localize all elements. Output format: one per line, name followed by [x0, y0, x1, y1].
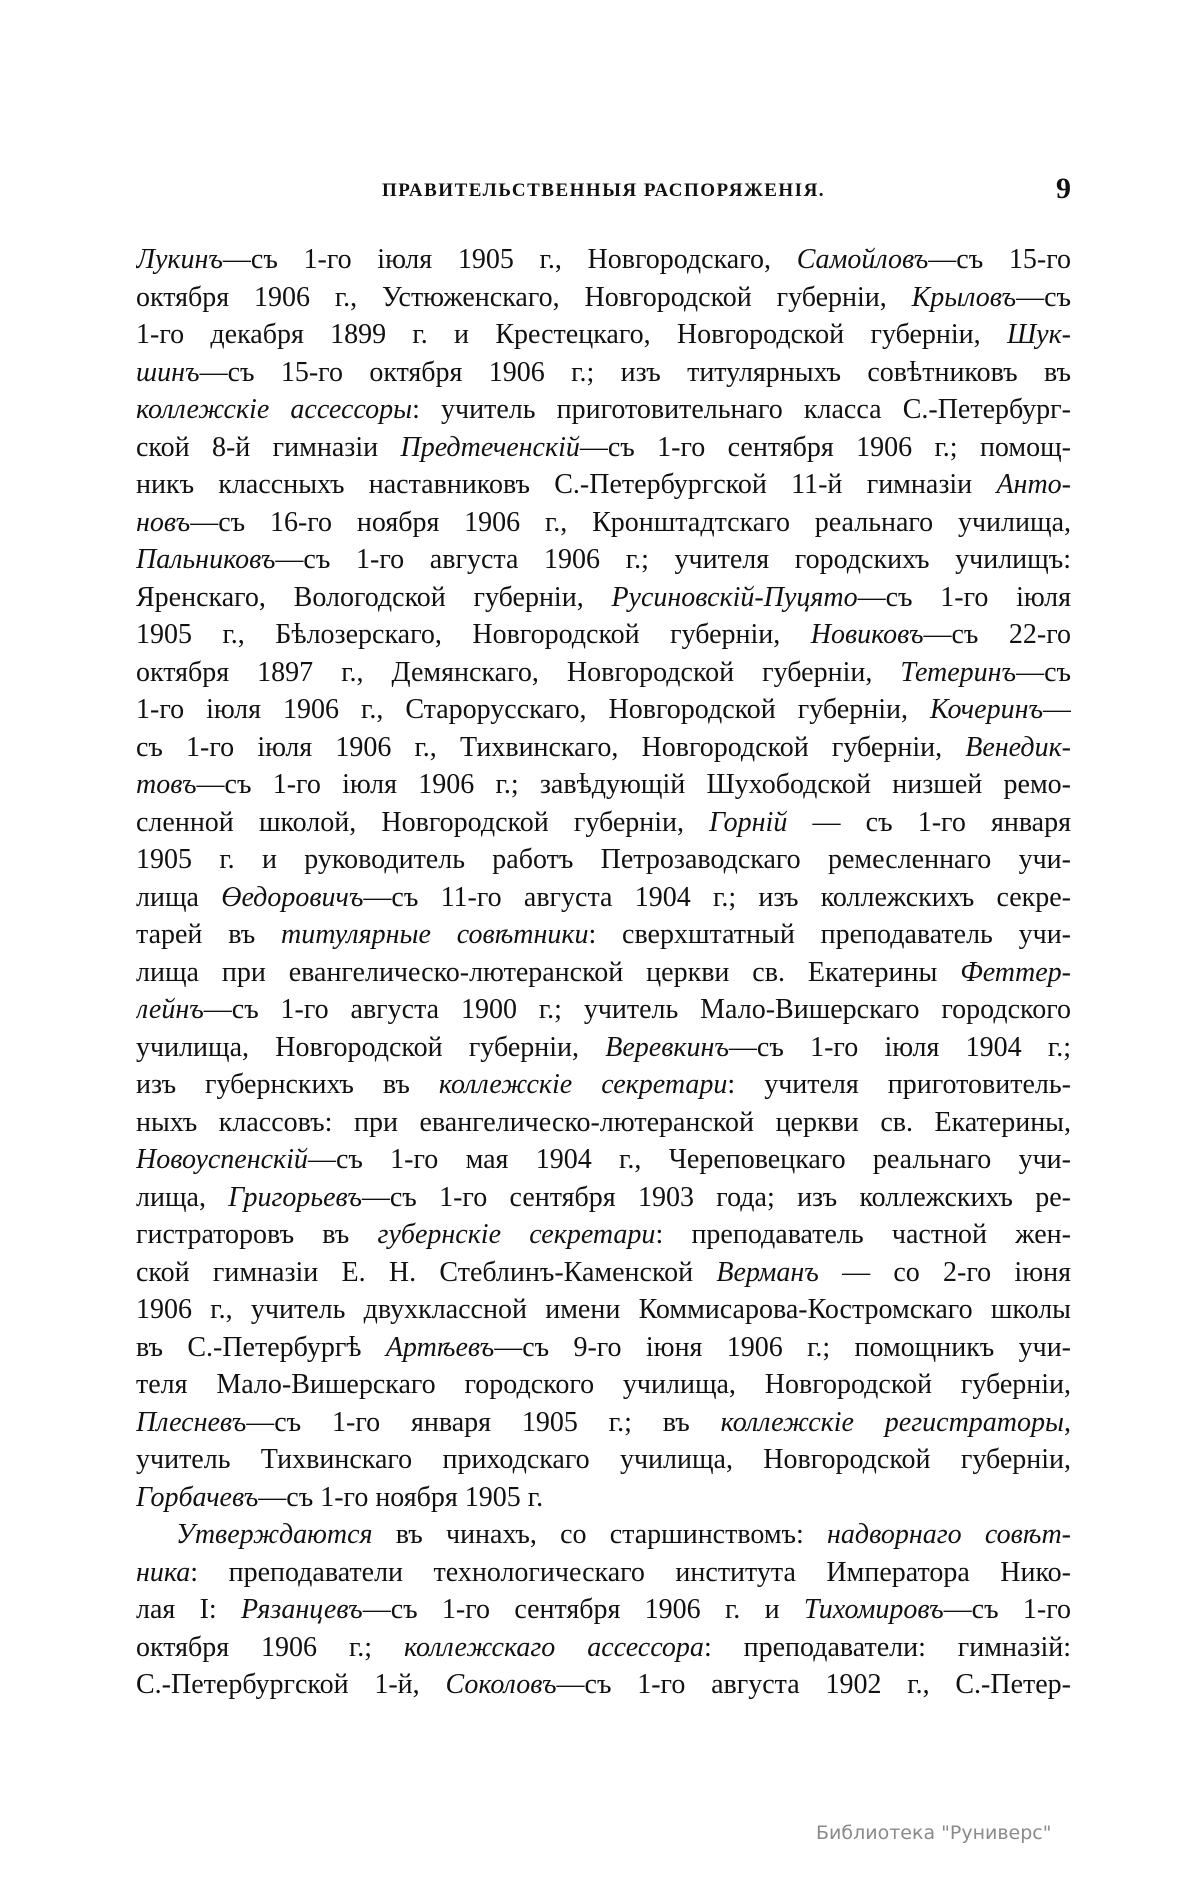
italic-text: Горбачевъ — [136, 1481, 259, 1513]
text-line — [136, 766, 1071, 804]
text-run: октября 1906 г., Устюженскаго, Новгородской губерніи, — [136, 281, 912, 313]
text-line — [136, 391, 1071, 429]
italic-text: ника — [136, 1556, 191, 1588]
italic-text: Анто- — [996, 469, 1071, 500]
text-run: —съ 1-го іюля 1904 г.; — [728, 1031, 1071, 1063]
italic-text: коллежскаго ассессора — [404, 1631, 704, 1663]
text-line — [136, 1441, 1071, 1479]
text-line — [136, 354, 1071, 392]
text-run: ныхъ классовъ: при евангелическо-лютеранской церкви св. Екатерины, — [136, 1106, 1071, 1138]
text-run: октября 1906 г.; — [136, 1631, 405, 1663]
italic-text: Новоуспенскій — [136, 1144, 308, 1175]
text-line — [136, 1104, 1071, 1142]
text-run: 1906 г., учитель двухклассной имени Коммисарова-Костромскаго школы — [136, 1294, 1071, 1325]
italic-text: губернскіе секретари — [377, 1219, 656, 1250]
italic-text: коллежскіе секретари — [438, 1069, 728, 1100]
italic-text: Новиковъ — [810, 619, 924, 650]
text-run: —съ 1-го августа 1900 г.; учитель Мало-Вишерскаго городского — [203, 994, 1071, 1025]
text-line — [136, 1329, 1071, 1367]
text-run: —съ 1-го іюля — [857, 581, 1071, 613]
text-run: Яренскаго, Вологодской губерніи, — [136, 581, 612, 613]
running-title: ПРАВИТЕЛЬСТВЕННЫЯ РАСПОРЯЖЕНІЯ. — [381, 180, 826, 201]
text-run: лища, — [136, 1181, 229, 1213]
italic-text: Горній — [709, 806, 788, 838]
text-run: : преподаватель частной жен- — [655, 1219, 1071, 1250]
italic-text: новъ — [136, 506, 191, 538]
text-run: тарей въ — [136, 919, 281, 950]
italic-text: коллежскіе регистраторы — [720, 1406, 1064, 1438]
italic-text: Утверждаются — [176, 1519, 373, 1550]
text-line — [136, 691, 1071, 729]
italic-text: титулярные совѣтники — [281, 919, 589, 950]
text-run: ской 8-й гимназіи — [136, 431, 401, 463]
text-run: —съ 1-го января 1905 г.; въ — [246, 1406, 721, 1438]
text-line — [136, 1141, 1071, 1179]
page-header — [136, 172, 1071, 206]
text-run: —съ — [1016, 656, 1071, 688]
italic-text: Феттер- — [960, 956, 1071, 988]
italic-text: Тетеринъ — [900, 656, 1017, 688]
text-run: октября 1897 г., Демянскаго, Новгородской губерніи, — [136, 656, 901, 688]
italic-text: Крыловъ — [911, 281, 1017, 313]
text-run: —съ 15-го — [928, 244, 1071, 275]
italic-text: Шук- — [1006, 319, 1071, 350]
italic-text: Самойловъ — [796, 244, 929, 275]
italic-text: Өедоровичъ — [221, 881, 364, 913]
text-line — [136, 1366, 1071, 1404]
text-run: лища — [136, 881, 222, 913]
text-line — [136, 804, 1071, 842]
italic-text: коллежскіе ассессоры — [136, 394, 413, 425]
text-run: 1-го декабря 1899 г. и Крестецкаго, Новгородской губерніи, — [136, 319, 1007, 350]
italic-text: Рязанцевъ — [241, 1594, 363, 1625]
italic-text: Соколовъ — [445, 1669, 557, 1700]
text-line — [136, 1554, 1071, 1592]
text-run: —съ 1-го августа 1906 г.; учителя городскихъ училищъ: — [275, 544, 1071, 575]
text-line — [136, 1029, 1071, 1067]
text-run: —съ 1-го сентября 1906 г.; помощ- — [579, 431, 1071, 463]
text-run: — — [1043, 694, 1071, 725]
italic-text: Веревкинъ — [605, 1031, 729, 1063]
text-run: —съ 1-го мая 1904 г., Череповецкаго реальнаго учи- — [307, 1144, 1071, 1175]
library-watermark: Библиотека "Руниверс" — [816, 1822, 1052, 1844]
text-run: 1905 г. и руководитель работъ Петрозаводскаго ремесленнаго учи- — [136, 844, 1071, 875]
text-run: —съ 1-го августа 1902 г., С.-Петер- — [556, 1669, 1071, 1700]
text-run: — со 2-го іюня — [818, 1256, 1071, 1288]
italic-text: Русиновскій-Пуцято — [611, 581, 858, 613]
body-text — [136, 241, 1071, 1704]
text-run: —съ 1-го сентября 1903 года; изъ коллежскихъ ре- — [361, 1181, 1071, 1213]
text-line — [136, 1066, 1071, 1104]
text-run: —съ 1-го іюля 1905 г., Новгородскаго, — [222, 244, 797, 275]
text-run: , — [1064, 1406, 1071, 1438]
text-line — [136, 616, 1071, 654]
text-run: С.-Петербургской 1-й, — [136, 1669, 446, 1700]
text-run: никъ классныхъ наставниковъ С.-Петербургской 11-й гимназіи — [136, 469, 997, 500]
text-line — [136, 1404, 1071, 1442]
italic-text: Верманъ — [716, 1256, 819, 1288]
text-run: лая I: — [136, 1594, 241, 1625]
italic-text: Тихомировъ — [803, 1594, 944, 1625]
text-line — [136, 1591, 1071, 1629]
italic-text: Григорьевъ — [228, 1181, 362, 1213]
italic-text: Артѣевъ — [385, 1331, 495, 1363]
text-run: въ чинахъ, со старшинствомъ: — [372, 1519, 828, 1550]
text-line — [136, 1179, 1071, 1217]
text-run: — съ 1-го января — [787, 806, 1071, 838]
text-line — [136, 841, 1071, 879]
text-run: : преподаватели: гимназій: — [703, 1631, 1071, 1663]
text-run: —съ 1-го ноября 1905 г. — [258, 1481, 544, 1513]
text-run: —съ 9-го іюня 1906 г.; помощникъ учи- — [494, 1331, 1071, 1363]
text-run: лища при евангелическо-лютеранской церкви св. Екатерины — [136, 956, 961, 988]
text-line — [136, 241, 1071, 279]
text-line — [136, 1516, 1071, 1554]
text-run: : сверхштатный преподаватель учи- — [588, 919, 1071, 950]
italic-text: Лукинъ — [136, 244, 223, 275]
italic-text: Венедик- — [965, 731, 1071, 763]
text-line — [136, 466, 1071, 504]
text-run: изъ губернскихъ въ — [136, 1069, 439, 1100]
text-line — [136, 879, 1071, 917]
italic-text: Плесневъ — [136, 1406, 247, 1438]
text-line — [136, 991, 1071, 1029]
text-line — [136, 1216, 1071, 1254]
text-run: —съ — [1016, 281, 1071, 313]
text-line — [136, 504, 1071, 542]
text-line — [136, 1291, 1071, 1329]
text-run: ской гимназіи Е. Н. Стеблинъ-Каменской — [136, 1256, 717, 1288]
italic-text: товъ — [136, 769, 197, 800]
text-run: —съ 1-го сентября 1906 г. и — [362, 1594, 804, 1625]
text-run: —съ 1-го іюля 1906 г.; завѣдующій Шухободской низшей ремо- — [196, 769, 1071, 800]
text-run: гистраторовъ въ — [136, 1219, 378, 1250]
text-line — [136, 954, 1071, 992]
text-run: сленной школой, Новгородской губерніи, — [136, 806, 710, 838]
text-line — [136, 729, 1071, 767]
text-line — [136, 279, 1071, 317]
text-line — [136, 579, 1071, 617]
text-line — [136, 316, 1071, 354]
italic-text: надворнаго совѣт- — [827, 1519, 1071, 1550]
text-line — [136, 1254, 1071, 1292]
text-run: 1905 г., Бѣлозерскаго, Новгородской губерніи, — [136, 619, 811, 650]
text-run: : учитель приготовительнаго класса С.-Петербург- — [412, 394, 1071, 425]
text-line — [136, 1666, 1071, 1704]
text-run: : преподаватели технологическаго института Императора Нико- — [190, 1556, 1071, 1588]
italic-text: Кочеринъ — [929, 694, 1043, 725]
italic-text: лейнъ — [136, 994, 204, 1025]
text-run: —съ 1-го — [943, 1594, 1071, 1625]
text-line — [136, 1629, 1071, 1667]
text-line — [136, 429, 1071, 467]
text-run: —съ 16-го ноября 1906 г., Кронштадтскаго реальнаго училища, — [190, 506, 1071, 538]
text-line — [136, 916, 1071, 954]
text-run: 1-го іюля 1906 г., Старорусскаго, Новгородской губерніи, — [136, 694, 930, 725]
text-run: —съ 15-го октября 1906 г.; изъ титулярныхъ совѣтниковъ въ — [199, 356, 1071, 388]
italic-text: Пальниковъ — [136, 544, 276, 575]
italic-text: Предтеченскій — [400, 431, 580, 463]
text-line — [136, 654, 1071, 692]
text-run: теля Мало-Вишерскаго городского училища, Новгородской губерніи, — [136, 1369, 1071, 1400]
text-line — [136, 541, 1071, 579]
text-run: училища, Новгородской губерніи, — [136, 1031, 606, 1063]
page-number: 9 — [1056, 172, 1071, 205]
text-run: —съ 22-го — [923, 619, 1071, 650]
text-run: : учителя приготовитель- — [727, 1069, 1071, 1100]
italic-text: шинъ — [136, 356, 200, 388]
text-run: учитель Тихвинскаго приходскаго училища, Новгородской губерніи, — [136, 1444, 1071, 1475]
text-run: съ 1-го іюля 1906 г., Тихвинскаго, Новгородской губерніи, — [136, 731, 966, 763]
text-run: въ С.-Петербургѣ — [136, 1331, 386, 1363]
text-line — [136, 1479, 1071, 1517]
text-run: —съ 11-го августа 1904 г.; изъ коллежскихъ секре- — [363, 881, 1071, 913]
